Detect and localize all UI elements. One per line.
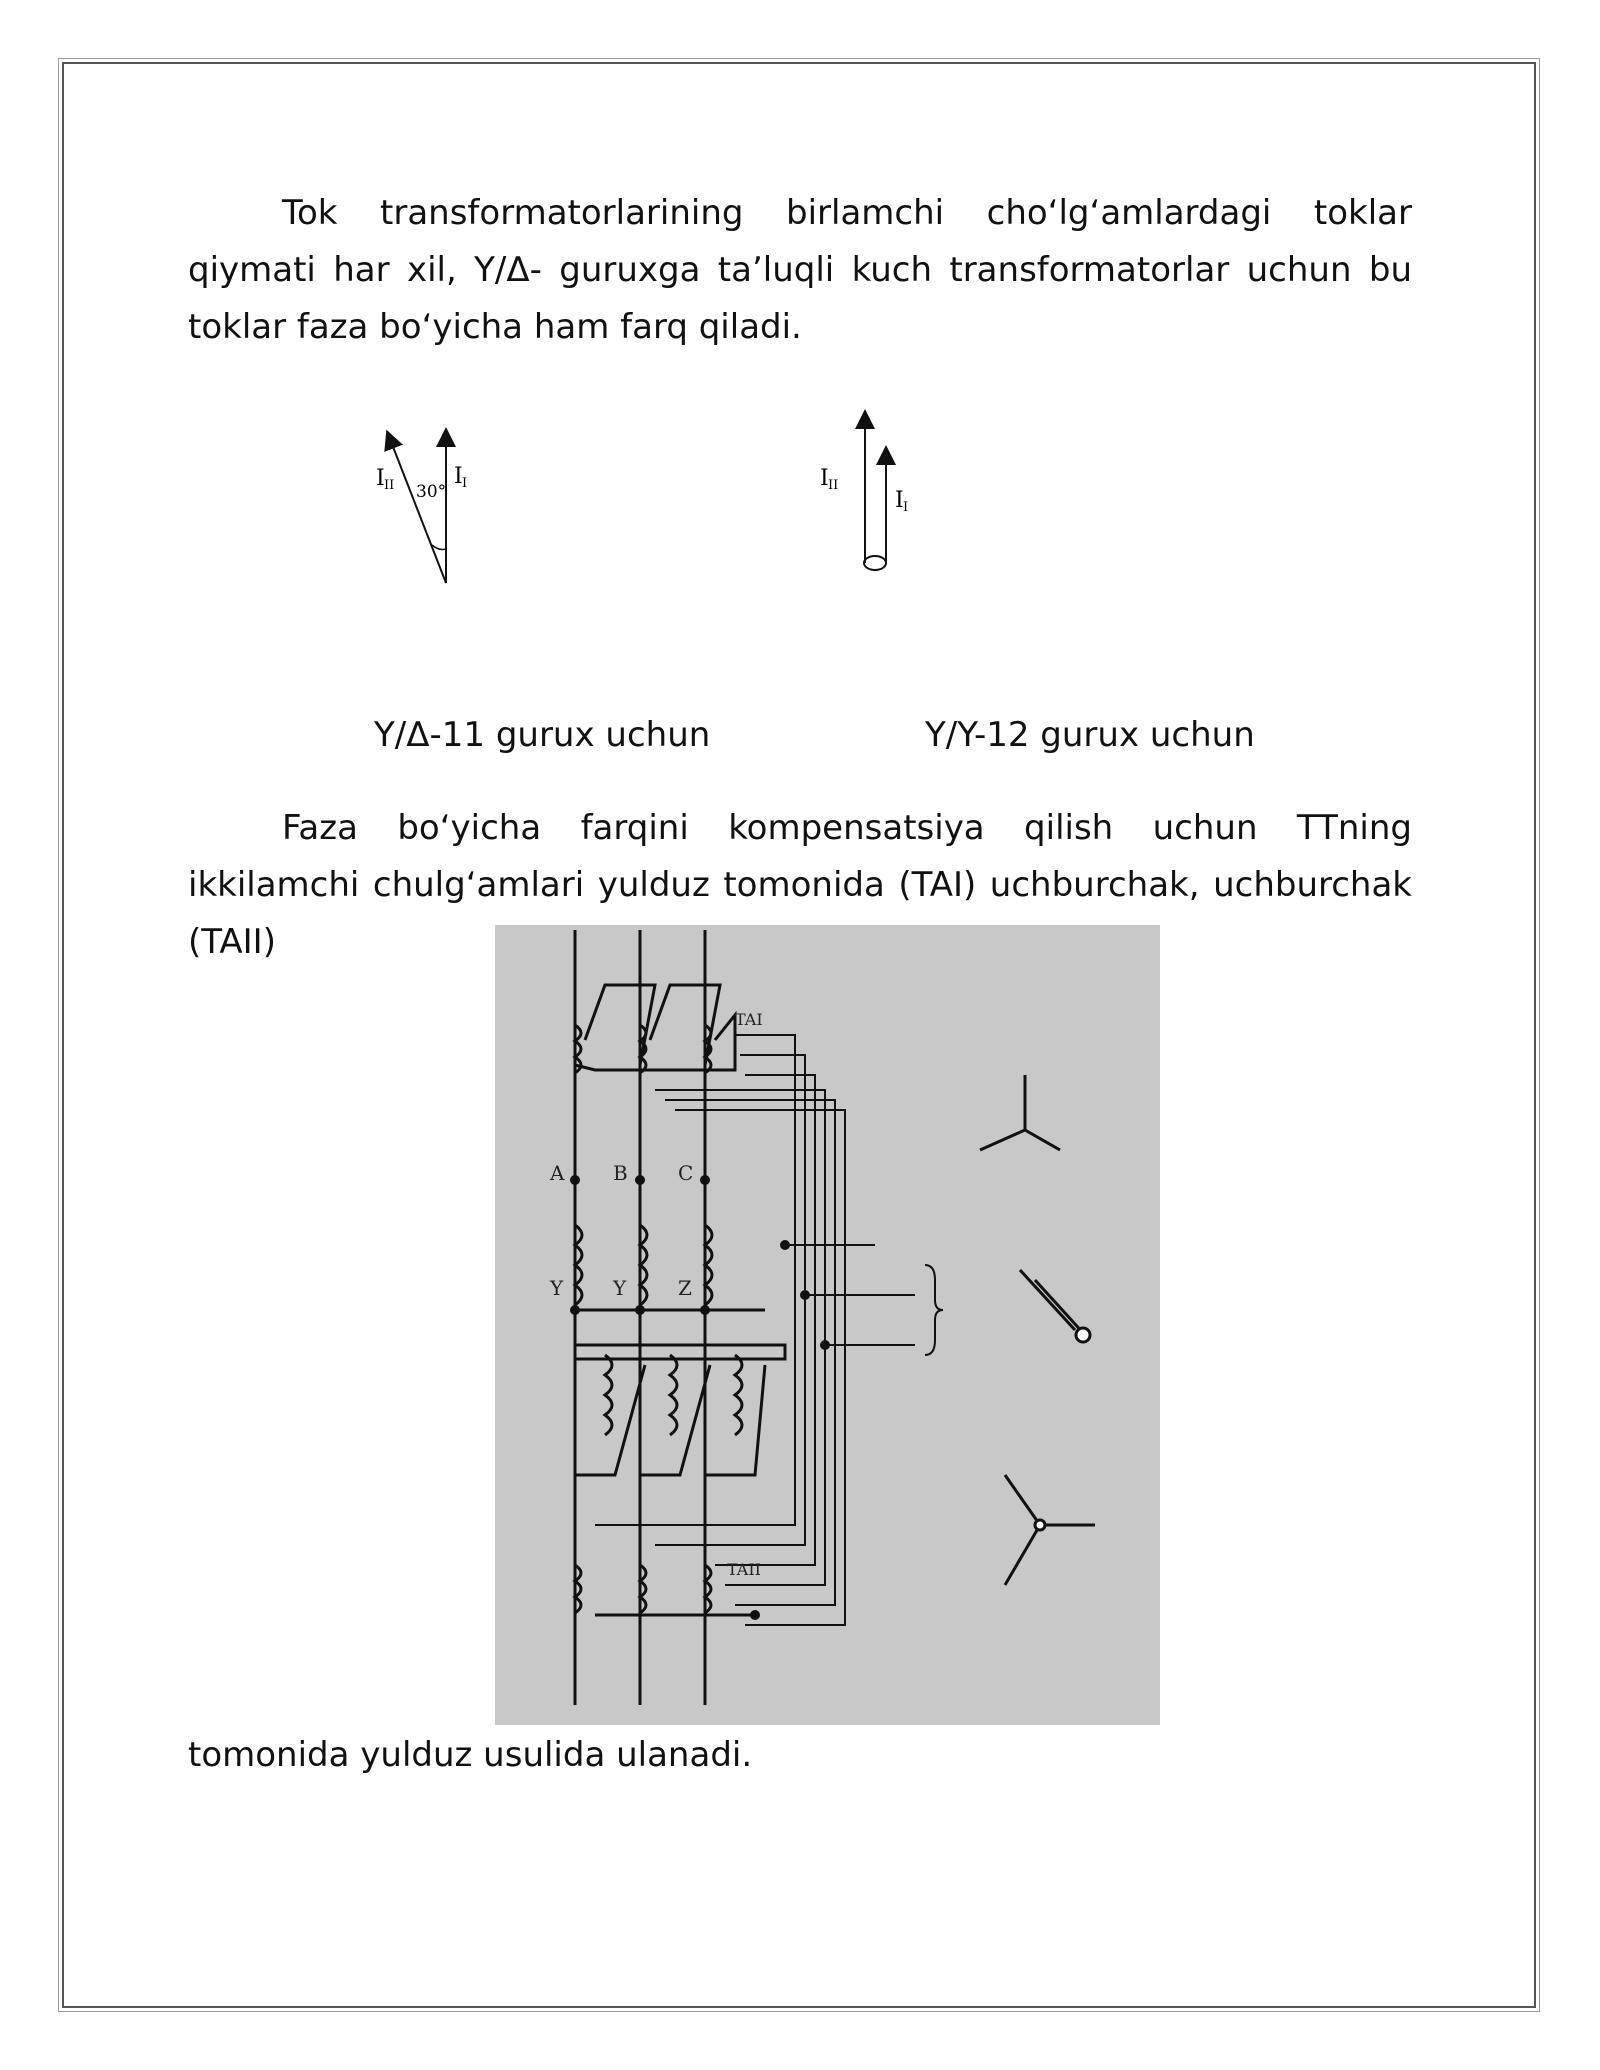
angle-label: 30° — [416, 482, 447, 502]
ct-label-taii: TAII — [727, 1560, 761, 1579]
winding-label-y: Y — [613, 1276, 627, 1300]
paragraph-3: tomonida yulduz usulida ulanadi. — [188, 1735, 753, 1775]
label-i-sub: I — [462, 476, 468, 491]
winding-label-z: Z — [678, 1276, 692, 1300]
label-ii: I — [376, 466, 385, 491]
caption-y-delta-11: Y/Δ-11 gurux uchun — [374, 715, 711, 755]
vector-ii-arrow — [390, 439, 446, 583]
ct-label-tai: TAI — [735, 1010, 763, 1029]
winding-label-c: C — [678, 1161, 694, 1185]
paragraph-1: Tok transformatorlarining birlamchi cho‘lg‘amlardagi toklar qiymati har xil, Y/Δ- guruxga ta’luqli kuch transformatorlar uchun bu toklar faza bo‘yicha ham farq qiladi. — [188, 193, 1412, 347]
label-ii-sub: II — [828, 478, 839, 493]
label-ii-sub: II — [384, 478, 395, 493]
circuit-diagram — [495, 925, 1160, 1725]
paragraph-2: Faza bo‘yicha farqini kompensatsiya qilish uchun TTning ikkilamchi chulg‘amlari yulduz tomonida (TAI) uchburchak, uchburchak (TAII) — [188, 808, 1412, 962]
winding-label-a: A — [550, 1161, 565, 1185]
origin-mark — [864, 556, 886, 570]
vector-diagram-y-y-12 — [815, 405, 925, 580]
winding-label-x: Y — [550, 1276, 564, 1300]
label-i-sub: I — [903, 500, 909, 515]
caption-y-y-12: Y/Y-12 gurux uchun — [925, 715, 1255, 755]
label-i: I — [454, 464, 463, 489]
label-ii: I — [820, 466, 829, 491]
vector-diagram-y-delta-11 — [360, 425, 490, 595]
angle-arc — [432, 545, 446, 550]
winding-label-b: B — [613, 1161, 628, 1185]
label-i: I — [895, 488, 904, 513]
